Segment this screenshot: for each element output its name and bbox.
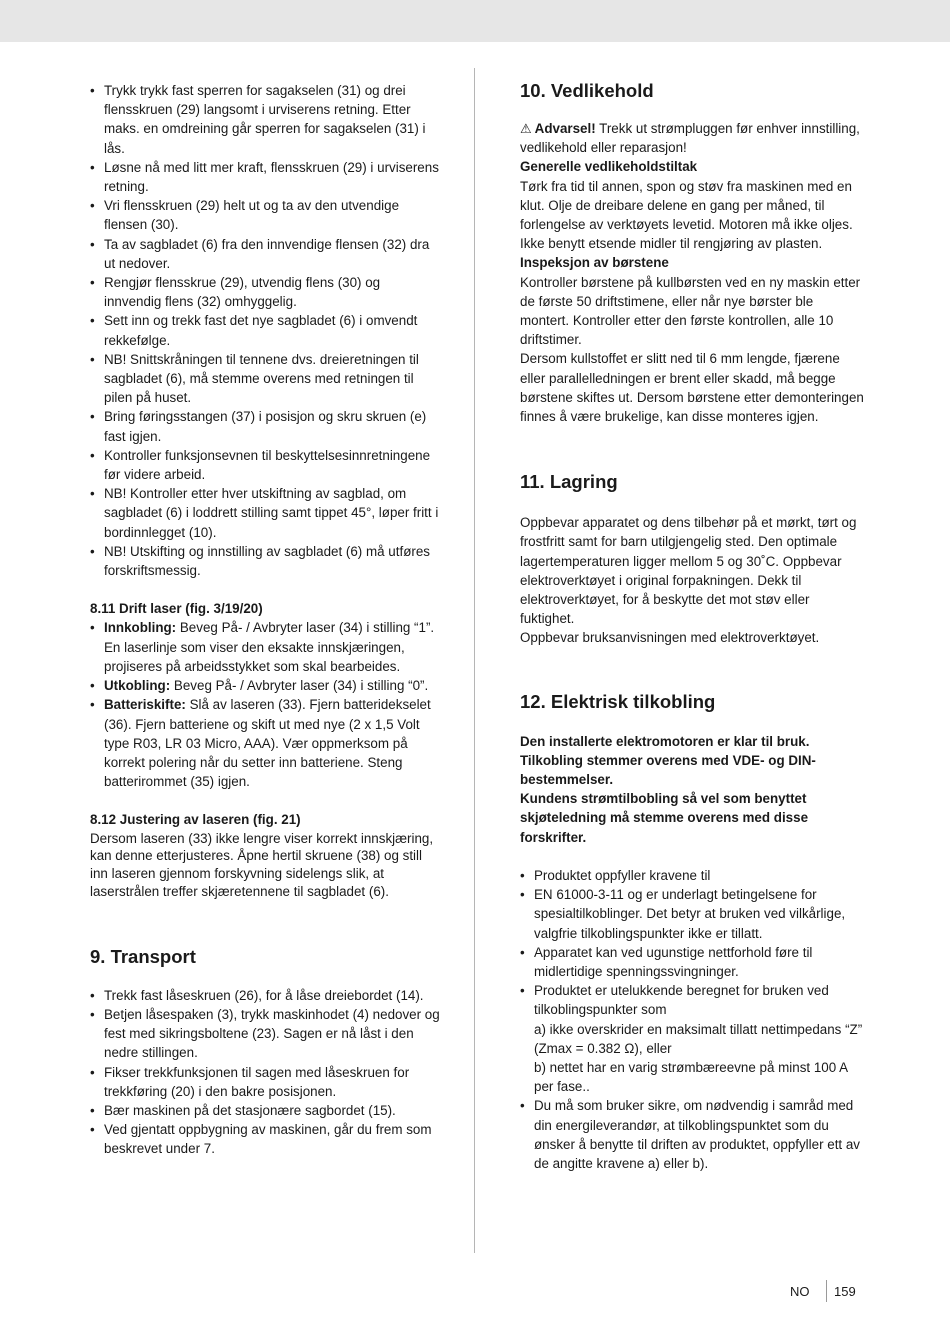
- footer-separator: [826, 1280, 827, 1302]
- laser-operation-list: [90, 618, 440, 791]
- section-8-12-heading: 8.12 Justering av laseren (fig. 21): [90, 812, 301, 828]
- list-item: • Kontroller funksjonsevnen til beskyttelsesinnretningene før videre arbeid.: [90, 446, 440, 484]
- storage-text: Oppbevar bruksanvisningen med elektroverktøyet.: [520, 630, 820, 646]
- warning-label: Advarsel!: [534, 121, 596, 136]
- item-label: Utkobling:: [104, 678, 171, 694]
- list-item: [90, 695, 440, 791]
- brush-inspection-heading: Inspeksjon av børstene: [520, 255, 669, 271]
- list-item: • NB! Snittskråningen til tennene dvs. dreieretningen til sagbladet (6), må stemme overens med retningen til pilen på huset.: [90, 350, 440, 408]
- section-8-11-heading: 8.11 Drift laser (fig. 3/19/20): [90, 601, 263, 617]
- left-column: [90, 81, 440, 1159]
- item-text: Beveg På- / Avbryter laser (34) i stilling “0”.: [170, 678, 429, 694]
- general-maintenance-text: Ikke benytt etsende midler til rengjøring av plasten.: [520, 236, 823, 252]
- item-text: Beveg På- / Avbryter laser (34) i stilling “1”. En laserlinje som viser den eksakte innskjæringen, projiseres på arbeidsstykket som skal bearbeides.: [104, 620, 435, 674]
- list-item: • Trykk trykk fast sperren for sagakselen (31) og drei flensskruen (29) langsomt i urviserens retning. Etter maks. en omdreining går sperren for sagakselen (31) i lås.: [90, 81, 440, 158]
- item-text: Slå av laseren (33). Fjern batteridekselet (36). Fjern batteriene og skift ut med nye (2 x 1,5 Volt type R03, LR 03 Micro, AAA). Vær oppmerksom på korrekt polering når du setter inn batteriene. Steng batterirommet (35) igjen.: [104, 697, 431, 790]
- list-item: • Produktet oppfyller kravene til: [520, 866, 865, 885]
- section-12-heading: 12. Elektrisk tilkobling: [520, 690, 716, 712]
- saw-blade-steps-list: [90, 81, 440, 580]
- list-item: [90, 618, 440, 676]
- warning-text: Trekk ut strømpluggen før enhver innstilling, vedlikehold eller reparasjon!: [520, 121, 860, 156]
- list-item: • Rengjør flensskrue (29), utvendig flens (30) og innvendig flens (32) omhyggelig.: [90, 273, 440, 311]
- electrical-notice: Kundens strømtilbobling så vel som benyttet skjøteledning må stemme overens med disse forskrifter.: [520, 791, 809, 845]
- list-item: • Løsne nå med litt mer kraft, flensskruen (29) i urviserens retning.: [90, 158, 440, 196]
- item-intro: • Produktet er utelukkende beregnet for bruken ved tilkoblingspunkter som: [534, 983, 829, 1018]
- section-10-heading: 10. Vedlikehold: [520, 80, 654, 101]
- brush-inspection-text: Kontroller børstene på kullbørsten ved en ny maskin etter de første 50 driftstimene, eller når nye børster ble montert. Kontroller etter den første kontrollen, alle 10 driftstimer.: [520, 274, 861, 348]
- language-code: NO: [790, 1284, 810, 1299]
- warning-triangle-icon: ⚠: [520, 121, 532, 136]
- list-item: • Betjen låsespaken (3), trykk maskinhodet (4) nedover og fest med sikringsboltene (23). Sagen er nå låst i den nedre stillingen.: [90, 1005, 440, 1063]
- item-option-a: a) ikke overskrider en maksimalt tillatt nettimpedans “Z” (Zmax = 0.382 Ω), eller: [534, 1021, 863, 1056]
- list-item: • Vri flensskruen (29) helt ut og ta av den utvendige flensen (30).: [90, 196, 440, 234]
- transport-list: [90, 986, 440, 1159]
- list-item: • Bring føringsstangen (37) i posisjon og skru skruen (e) fast igjen.: [90, 407, 440, 445]
- electrical-notice: Den installerte elektromotoren er klar til bruk. Tilkobling stemmer overens med VDE- og DIN-bestemmelser.: [520, 733, 816, 788]
- general-maintenance-heading: Generelle vedlikeholdstiltak: [520, 159, 698, 175]
- list-item: • NB! Utskifting og innstilling av sagbladet (6) må utføres forskriftsmessig.: [90, 542, 440, 580]
- electrical-requirements-list: [520, 866, 865, 1173]
- item-label: Innkobling:: [104, 620, 177, 636]
- list-item: • Trekk fast låseskruen (26), for å låse dreiebordet (14).: [90, 986, 440, 1005]
- item-label: Batteriskifte:: [104, 697, 186, 713]
- list-item: • EN 61000-3-11 og er underlagt betingelsene for spesialtilkoblinger. Det betyr at bruken ved vilkårlige, valgfrie tilkoblingspunkter ikke er tillatt.: [520, 885, 865, 943]
- list-item: [520, 981, 865, 1096]
- list-item: • NB! Kontroller etter hver utskiftning av sagblad, om sagbladet (6) i loddrett stilling samt tippet 45°, løper fritt i bordinnlegget (10).: [90, 484, 440, 542]
- storage-text: Oppbevar apparatet og dens tilbehør på et mørkt, tørt og frostfritt samt for barn utilgjengelig sted. Den optimale lagertemperaturen ligger mellom 5 og 30˚C. Oppbevar elektroverktøyet i original forpakningen. Dekk til elektroverktøyet, for å beskytte det mot støv eller fuktighet.: [520, 515, 857, 627]
- right-column: [520, 79, 865, 1173]
- warning-paragraph: [520, 119, 865, 157]
- top-gray-band: [0, 0, 950, 42]
- list-item: • Fikser trekkfunksjonen til sagen med låseskruen for trekkføring (20) i den bakre posisjonen.: [90, 1063, 440, 1101]
- section-8-12-text: Dersom laseren (33) ikke lengre viser korrekt innskjæring, kan denne etterjusteres. Åpne hertil skruene (38) og still inn laseren gjennom forskyvning sidelengs slik, at laserstrålen treffer skjæretennene til sagbladet (6).: [90, 830, 434, 899]
- list-item: • Bær maskinen på det stasjonære sagbordet (15).: [90, 1101, 440, 1120]
- section-11-heading: 11. Lagring: [520, 471, 618, 493]
- brush-inspection-text: Dersom kullstoffet er slitt ned til 6 mm lengde, fjærene eller parallelledningen er brent eller skadd, må begge børstene skiftes ut. Dersom børstene etter demonteringen finnes å være brukelige, kan disse monteres igjen.: [520, 351, 864, 425]
- list-item: [90, 676, 440, 695]
- general-maintenance-text: Tørk fra tid til annen, spon og støv fra maskinen med en klut. Olje de dreibare delene en gang per måned, til forlengelse av verktøyets levetid. Motoren må ikke oljes.: [520, 178, 853, 233]
- list-item: • Ved gjentatt oppbygning av maskinen, går du frem som beskrevet under 7.: [90, 1120, 440, 1158]
- section-9-heading: 9. Transport: [90, 945, 196, 967]
- page-number: 159: [834, 1284, 856, 1299]
- item-option-b: b) nettet har en varig strømbæreevne på minst 100 A per fase..: [534, 1059, 848, 1095]
- list-item: • Apparatet kan ved ugunstige nettforhold føre til midlertidige spenningssvingninger.: [520, 943, 865, 981]
- column-divider: [474, 68, 475, 1253]
- list-item: • Sett inn og trekk fast det nye sagbladet (6) i omvendt rekkefølge.: [90, 311, 440, 349]
- list-item: • Du må som bruker sikre, om nødvendig i samråd med din energileverandør, at tilkoblingspunktet som du ønsker å benytte til driften av produktet, oppfyller ett av de angitte kravene a) eller b).: [520, 1096, 865, 1173]
- list-item: • Ta av sagbladet (6) fra den innvendige flensen (32) dra ut nedover.: [90, 235, 440, 273]
